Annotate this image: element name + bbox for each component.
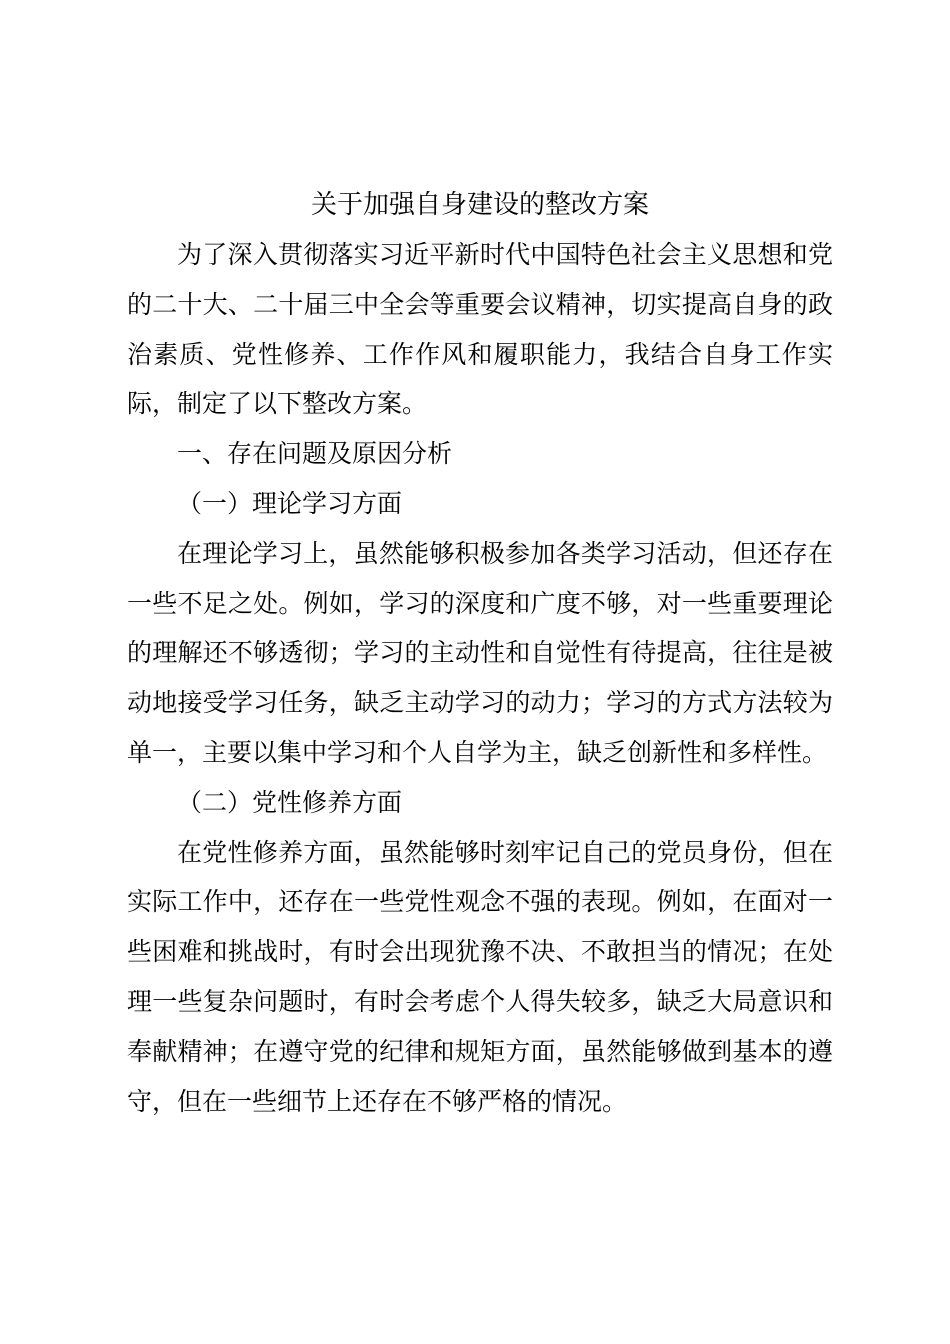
subsection-1-heading: （一）理论学习方面: [177, 488, 403, 518]
subsection-2-heading: （二）党性修养方面: [177, 787, 403, 817]
subsection-1-paragraph: 在理论学习上，虽然能够积极参加各类学习活动，但还存在一些不足之处。例如，学习的深度和广度不够，对一些重要理论的理解还不够透彻；学习的主动性和自觉性有待提高，往往是被动地接受学习任务，缺乏主动学习的动力；学习的方式方法较为单一，主要以集中学习和个人自学为主，缺乏创新性和多样性。: [127, 538, 833, 767]
section-1-heading: 一、存在问题及原因分析: [177, 439, 453, 469]
document-body: [127, 230, 833, 1126]
subsection-2-paragraph: 在党性修养方面，虽然能够时刻牢记自己的党员身份，但在实际工作中，还存在一些党性观念不强的表现。例如，在面对一些困难和挑战时，有时会出现犹豫不决、不敢担当的情况；在处理一些复杂问题时，有时会考虑个人得失较多，缺乏大局意识和奉献精神；在遵守党的纪律和规矩方面，虽然能够做到基本的遵守，但在一些细节上还存在不够严格的情况。: [127, 837, 833, 1116]
document-page: [127, 0, 833, 1344]
intro-paragraph: 为了深入贯彻落实习近平新时代中国特色社会主义思想和党的二十大、二十届三中全会等重要会议精神，切实提高自身的政治素质、党性修养、工作作风和履职能力，我结合自身工作实际，制定了以下整改方案。: [127, 240, 833, 419]
document-title: 关于加强自身建设的整改方案: [310, 190, 649, 220]
